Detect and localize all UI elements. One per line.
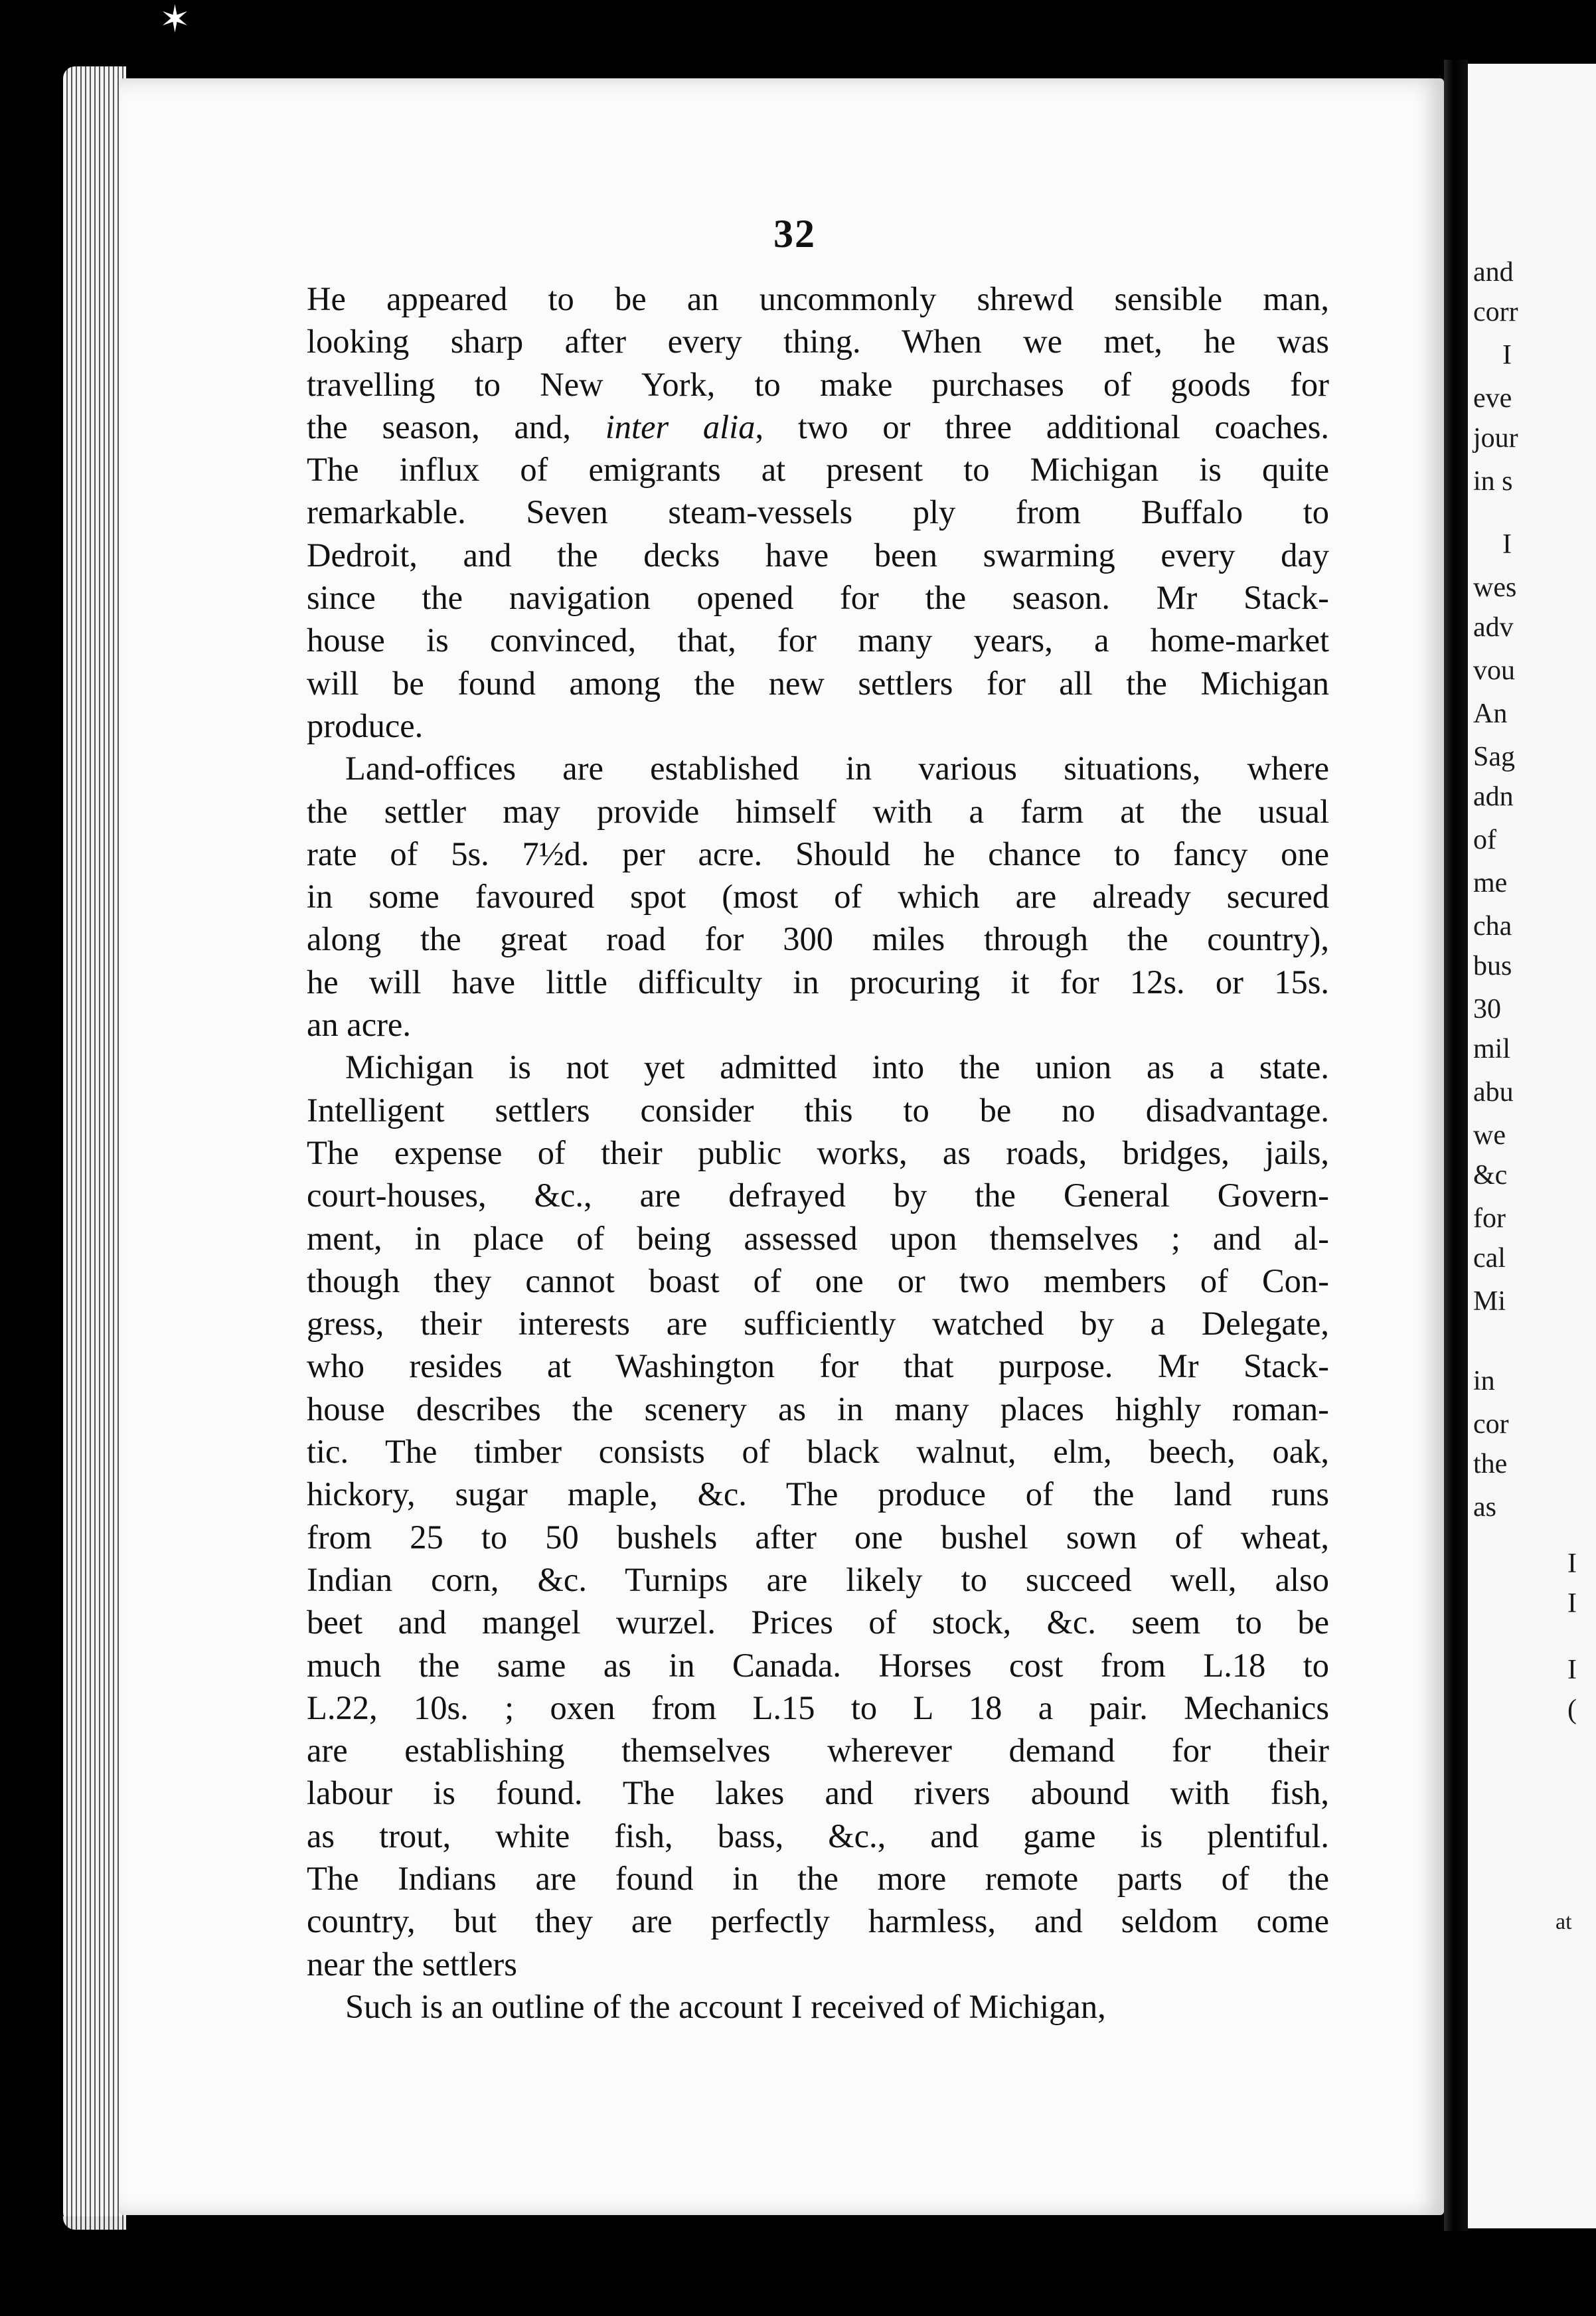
facing-page-fragment: in s [1473, 466, 1513, 497]
facing-page-fragment: in [1473, 1366, 1495, 1396]
text-line: produce. [307, 706, 424, 744]
text-line: ment, in place of being assessed upon themselves ; and al- [307, 1219, 1329, 1257]
corner-smudge: ✶ [159, 0, 191, 41]
text-line: L.22, 10s. ; oxen from L.15 to L 18 a pair. Mechanics [307, 1689, 1329, 1726]
text-line: as trout, white fish, bass, &c., and game is plentiful. [307, 1817, 1329, 1855]
text-line: the season, and, inter alia, two or three additional coaches. [307, 408, 1329, 446]
text-line: Intelligent settlers consider this to be no disadvantage. [307, 1091, 1329, 1129]
text-line: who resides at Washington for that purpose. Mr Stack- [307, 1347, 1329, 1385]
text-line: will be found among the new settlers for all the Michigan [307, 664, 1329, 702]
facing-page-fragment: eve [1473, 383, 1512, 414]
text-line: Michigan is not yet admitted into the union as a state. [345, 1048, 1329, 1086]
text-line: the settler may provide himself with a farm at the usual [307, 792, 1329, 830]
facing-page-fragment: &c [1473, 1160, 1508, 1191]
text-line: though they cannot boast of one or two members of Con- [307, 1262, 1329, 1299]
page-number: 32 [773, 212, 816, 256]
text-line: The influx of emigrants at present to Michigan is quite [307, 451, 1329, 489]
facing-page-fragment: adv [1473, 612, 1514, 643]
text-line: looking sharp after every thing. When we met, he was [307, 323, 1329, 361]
text-line: beet and mangel wurzel. Prices of stock, &c. seem to be [307, 1604, 1329, 1641]
facing-page-fragment: Sag [1473, 742, 1515, 772]
text-line: are establishing themselves wherever demand for their [307, 1732, 1329, 1770]
facing-page-fragment: and [1473, 257, 1514, 288]
facing-page-fragment: bus [1473, 951, 1512, 981]
text-line: Dedroit, and the decks have been swarming every day [307, 536, 1329, 574]
facing-page-fragment: 30 [1473, 994, 1501, 1025]
facing-page-fragment: for [1473, 1203, 1506, 1234]
text-line: He appeared to be an uncommonly shrewd sensible man, [307, 280, 1329, 317]
text-line: near the settlers [307, 1945, 517, 1983]
text-line: from 25 to 50 bushels after one bushel sown of wheat, [307, 1518, 1329, 1556]
text-line: Indian corn, &c. Turnips are likely to succeed well, also [307, 1560, 1329, 1598]
text-line: house is convinced, that, for many years, a home-market [307, 621, 1329, 659]
text-line: since the navigation opened for the season. Mr Stack- [307, 579, 1329, 617]
text-line: house describes the scenery as in many places highly roman- [307, 1390, 1329, 1428]
facing-page-fragment: I [1567, 1548, 1577, 1579]
facing-page-fragment: the [1473, 1449, 1508, 1479]
facing-page-fragment: I [1567, 1588, 1577, 1619]
text-line: The expense of their public works, as roads, bridges, jails, [307, 1133, 1329, 1171]
facing-page-fragment: I [1502, 340, 1512, 371]
facing-page-fragment: me [1473, 868, 1508, 898]
facing-page-fragment: at [1556, 1910, 1572, 1934]
text-line: Land-offices are established in various situations, where [345, 750, 1329, 787]
text-line: court-houses, &c., are defrayed by the General Govern- [307, 1177, 1329, 1214]
facing-page-fragment: abu [1473, 1077, 1514, 1108]
book-gutter [1444, 60, 1468, 2231]
text-line: gress, their interests are sufficiently watched by a Delegate, [307, 1305, 1329, 1343]
facing-page-fragment: we [1473, 1120, 1506, 1151]
facing-page-fragment: cor [1473, 1409, 1509, 1440]
text-line: much the same as in Canada. Horses cost from L.18 to [307, 1646, 1329, 1684]
text-line: in some favoured spot (most of which are already secured [307, 878, 1329, 916]
facing-page [1468, 64, 1596, 2228]
text-line: country, but they are perfectly harmless, and seldom come [307, 1902, 1329, 1940]
facing-page-fragment: vou [1473, 655, 1515, 686]
text-line: along the great road for 300 miles through the country), [307, 920, 1329, 958]
book-page-edges [63, 66, 126, 2224]
text-line: tic. The timber consists of black walnut, elm, beech, oak, [307, 1433, 1329, 1471]
facing-page-fragment: wes [1473, 572, 1517, 603]
facing-page-fragment: Mi [1473, 1286, 1506, 1317]
text-line: rate of 5s. 7½d. per acre. Should he chance to fancy one [307, 835, 1329, 872]
facing-page-fragment: I [1567, 1655, 1577, 1685]
facing-page-fragment: cal [1473, 1243, 1506, 1274]
facing-page-fragment: jour [1473, 423, 1518, 454]
facing-page-fragment: mil [1473, 1034, 1511, 1064]
facing-page-fragment: of [1473, 825, 1496, 855]
text-line: remarkable. Seven steam-vessels ply from Buffalo to [307, 493, 1329, 531]
text-line: labour is found. The lakes and rivers abound with fish, [307, 1774, 1329, 1812]
facing-page-fragment: An [1473, 699, 1508, 729]
text-line: travelling to New York, to make purchases of goods for [307, 365, 1329, 403]
facing-page-fragment: I [1502, 529, 1512, 560]
text-line: he will have little difficulty in procuring it for 12s. or 15s. [307, 963, 1329, 1001]
text-line: an acre. [307, 1006, 411, 1044]
body-text [307, 278, 1329, 2028]
facing-page-fragment: ( [1567, 1695, 1577, 1725]
text-line: hickory, sugar maple, &c. The produce of the land runs [307, 1475, 1329, 1513]
text-line: Such is an outline of the account I received of Michigan, [345, 1987, 1106, 2025]
text-line: The Indians are found in the more remote parts of the [307, 1859, 1329, 1897]
facing-page-fragment: as [1473, 1492, 1496, 1523]
facing-page-fragment: adn [1473, 782, 1514, 812]
facing-page-fragment: corr [1473, 297, 1518, 327]
facing-page-fragment: cha [1473, 911, 1512, 942]
